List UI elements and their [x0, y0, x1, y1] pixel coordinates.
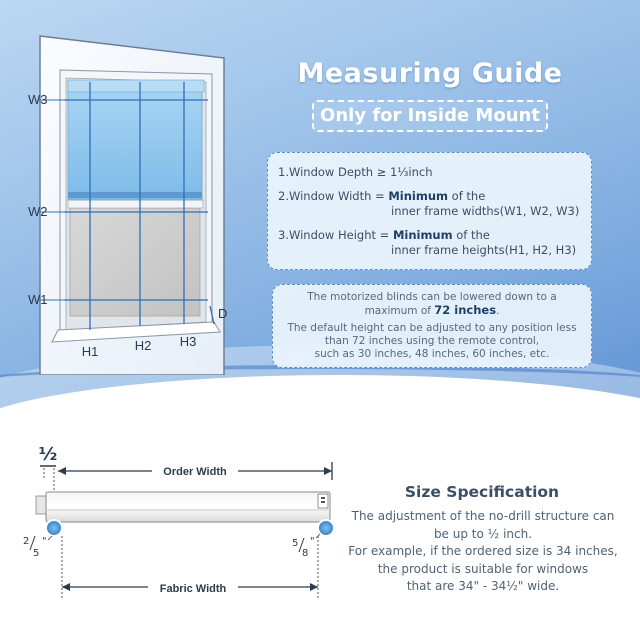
size-spec-line1: The adjustment of the no-drill structure can [351, 509, 615, 523]
label-w3: W3 [28, 92, 48, 107]
size-spec-line3: For example, if the ordered size is 34 inches, [348, 544, 618, 558]
label-w2: W2 [28, 204, 48, 219]
label-h2: H2 [134, 338, 152, 353]
window-illustration [28, 30, 238, 379]
size-diagram-svg [20, 440, 340, 640]
left-inch-mark: " [42, 536, 47, 547]
label-d: D [218, 306, 228, 321]
right-fraction-den: 8 [302, 548, 309, 559]
instruction-width-bold: Minimum [388, 189, 448, 203]
note-line2-suffix: . [496, 305, 500, 317]
page-subtitle: Only for Inside Mount [312, 100, 548, 132]
fabric-width-label: Fabric Width [159, 583, 227, 595]
note-line2-prefix: maximum of [364, 305, 435, 317]
right-fraction-num: 5 [292, 538, 299, 549]
page-title: Measuring Guide [297, 58, 563, 89]
instruction-depth [278, 165, 581, 180]
instruction-height-bold: Minimum [392, 228, 453, 242]
instruction-width-line2: inner frame widths(W1, W2, W3) [391, 204, 580, 218]
size-spec-title: Size Specification [404, 483, 560, 501]
note-card [272, 284, 592, 368]
note-line2 [281, 304, 583, 318]
instructions-card [267, 152, 592, 270]
instruction-width-prefix: 2.Window Width = [278, 189, 389, 203]
note-line5: such as 30 inches, 48 inches, 60 inches, etc. [314, 348, 550, 360]
note-line1: The motorized blinds can be lowered down to a [307, 291, 557, 303]
note-line3: The default height can be adjusted to any position less [287, 322, 577, 334]
half-inch-label: ½ [38, 444, 58, 465]
size-spec-text [343, 508, 623, 596]
left-bracket-knob [46, 520, 62, 536]
size-spec-line5: that are 34" - 34½" wide. [406, 579, 560, 593]
note-line2-bold: 72 inches [434, 303, 497, 317]
label-h1: H1 [81, 344, 99, 359]
size-spec-line2: be up to ½ inch. [433, 526, 533, 541]
size-diagram [20, 440, 340, 640]
left-fraction-num: 2 [23, 536, 30, 547]
instruction-height-line2: inner frame heights(H1, H2, H3) [391, 243, 577, 257]
right-bracket-knob [318, 520, 334, 536]
instruction-width [278, 189, 581, 219]
order-width-label: Order Width [163, 466, 227, 478]
note-line4: than 72 inches using the remote control, [324, 335, 540, 347]
instruction-height [278, 228, 581, 258]
size-spec-line4: the product is suitable for windows [377, 561, 589, 576]
label-h3: H3 [179, 334, 197, 349]
label-w1: W1 [28, 292, 48, 307]
left-fraction-den: 5 [33, 548, 40, 559]
right-inch-mark: " [310, 536, 315, 547]
window-svg [28, 30, 238, 375]
instruction-depth-text: 1.Window Depth ≥ 1⅓inch [278, 165, 433, 179]
instruction-height-prefix: 3.Window Height = [278, 228, 393, 242]
headrail [46, 492, 330, 522]
instruction-height-suffix: of the [452, 228, 490, 242]
instruction-width-suffix: of the [448, 189, 486, 203]
